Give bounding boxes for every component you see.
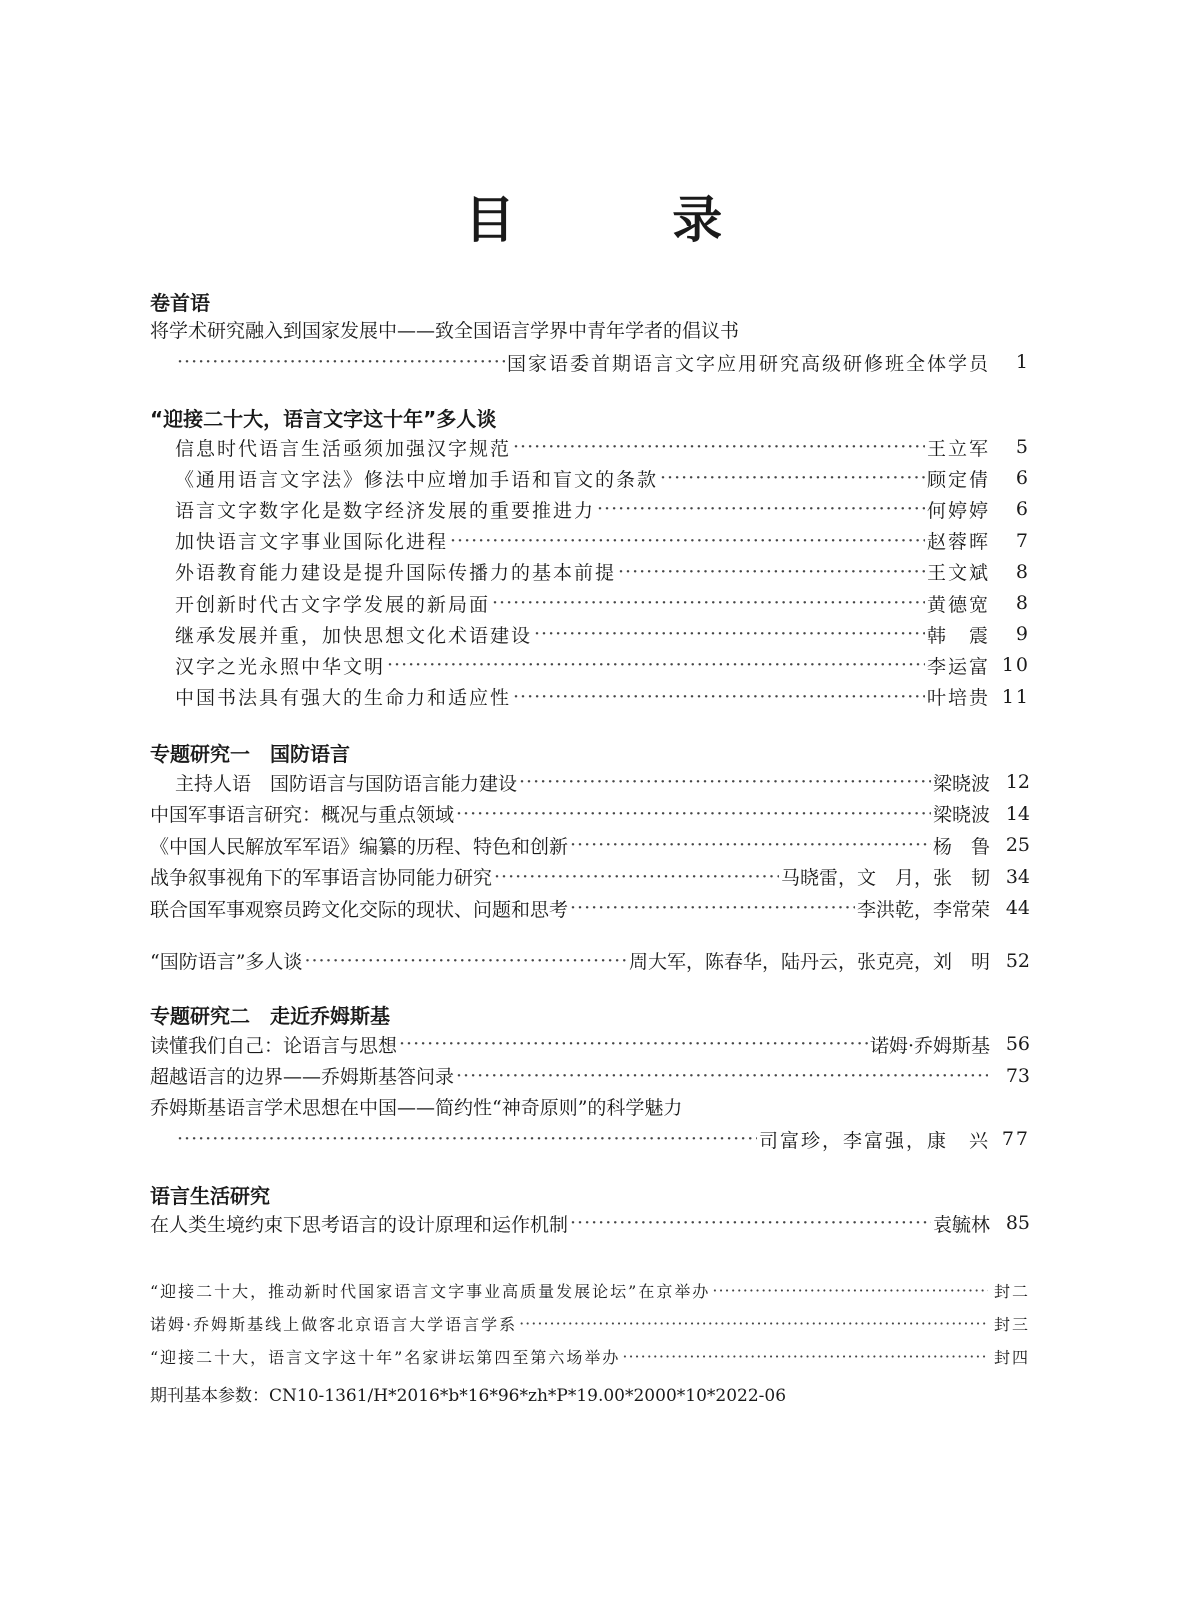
toc-entry-page: 6 [1015, 467, 1030, 490]
toc-entry-page: 25 [1005, 834, 1030, 856]
toc-entry-page: 14 [1005, 802, 1030, 825]
toc-entry-page: 77 [1001, 1128, 1030, 1150]
leader-dots [456, 803, 931, 825]
leader-dots [519, 1312, 988, 1334]
leader-dots [456, 1065, 988, 1087]
toc-entry[interactable] [175, 1124, 1030, 1154]
toc-entry-page: 11 [1001, 685, 1030, 708]
leader-dots [622, 1345, 988, 1367]
toc-entry-page: 封四 [993, 1347, 1030, 1367]
toc-entry[interactable] [150, 799, 1030, 829]
toc-entry-title: 开创新时代古文字学发展的新局面 [175, 593, 491, 616]
toc-entry-title: 战争叙事视角下的军事语言协同能力研究 [150, 867, 493, 889]
leader-dots [399, 1033, 868, 1055]
toc-entry[interactable] [175, 767, 1030, 797]
toc-entry[interactable] [175, 682, 1030, 712]
toc-entry-author: 李洪乾，李常荣 [856, 898, 990, 921]
leader-dots [513, 436, 925, 458]
toc-entry[interactable] [175, 463, 1030, 493]
toc-entry-title: 将学术研究融入到国家发展中——致全国语言学界中青年学者的倡议书 [150, 320, 740, 342]
toc-entry[interactable] [150, 862, 1030, 892]
toc-entry-page: 封三 [993, 1314, 1030, 1334]
leader-dots [597, 498, 925, 520]
toc-entry[interactable] [150, 1029, 1030, 1059]
leader-dots [492, 592, 925, 614]
toc-entry-title: 《通用语言文字法》修法中应增加手语和盲文的条款 [175, 468, 659, 491]
toc-entry-page: 5 [1015, 436, 1030, 458]
toc-entry[interactable] [150, 1208, 1030, 1238]
toc-entry-title: 乔姆斯基语言学术思想在中国——简约性“神奇原则”的科学魅力 [150, 1097, 683, 1119]
toc-entry-title: 外语教育能力建设是提升国际传播力的基本前提 [175, 562, 617, 585]
section-heading: 卷首语 [150, 291, 210, 315]
leader-dots [570, 834, 931, 856]
toc-entry-title: 诺姆·乔姆斯基线上做客北京语言大学语言学系 [150, 1314, 518, 1334]
toc-entry-page: 封二 [993, 1281, 1030, 1301]
toc-entry-title: “迎接二十大，推动新时代国家语言文字事业高质量发展论坛”在京举办 [150, 1281, 711, 1301]
toc-entry[interactable] [175, 494, 1030, 524]
leader-dots [450, 530, 925, 552]
toc-entry[interactable] [175, 588, 1030, 618]
toc-entry-author: 叶培贵 [926, 687, 990, 710]
toc-entry-author: 司富珍，李富强，康 兴 [758, 1129, 990, 1152]
toc-entry-author: 袁毓林 [932, 1213, 990, 1236]
toc-entry-author: 何婷婷 [926, 499, 990, 522]
toc-entry-page: 34 [1005, 865, 1030, 888]
toc-entry-author: 黄德宽 [926, 593, 990, 616]
toc-entry-title: 联合国军事观察员跨文化交际的现状、问题和思考 [150, 898, 569, 921]
toc-entry-title: 中国书法具有强大的生命力和适应性 [175, 687, 512, 710]
toc-entry-page: 10 [1001, 654, 1030, 677]
toc-entry-page: 12 [1005, 771, 1030, 793]
leader-dots [177, 1128, 757, 1150]
toc-entry-title: 在人类生境约束下思考语言的设计原理和运作机制 [150, 1213, 569, 1236]
toc-entry-author: 赵蓉晖 [926, 531, 990, 554]
leader-dots [304, 950, 627, 972]
toc-entry[interactable] [175, 432, 1030, 462]
toc-entry-author: 梁晓波 [932, 804, 990, 826]
toc-entry-title: 语言文字数字化是数字经济发展的重要推进力 [175, 499, 596, 522]
toc-entry-title: 加快语言文字事业国际化进程 [175, 531, 449, 554]
leader-dots [570, 1212, 931, 1234]
toc-entry[interactable] [175, 557, 1030, 587]
toc-entry-title: 《中国人民解放军军语》编纂的历程、特色和创新 [150, 835, 569, 858]
toc-entry-page: 6 [1015, 498, 1030, 521]
toc-entry-title: 信息时代语言生活亟须加强汉字规范 [175, 437, 512, 460]
toc-entry-page: 7 [1015, 529, 1030, 552]
toc-entry[interactable] [150, 1308, 1030, 1338]
toc-entry-page: 8 [1015, 560, 1030, 583]
section-heading: “迎接二十大，语言文字这十年”多人谈 [150, 407, 497, 431]
toc-entry-page: 8 [1015, 592, 1030, 614]
toc-entry-page: 44 [1005, 897, 1030, 919]
toc-entry-page: 9 [1015, 623, 1030, 646]
toc-entry[interactable] [150, 893, 1030, 923]
toc-entry-title: 读懂我们自己：论语言与思想 [150, 1034, 398, 1057]
toc-entry-author: 诺姆·乔姆斯基 [869, 1034, 990, 1057]
toc-entry-author: 王立军 [926, 437, 990, 460]
toc-entry[interactable] [175, 347, 1030, 377]
toc-entry-author: 杨 鲁 [932, 835, 990, 858]
leader-dots [712, 1279, 988, 1301]
section-heading: 语言生活研究 [150, 1184, 270, 1208]
leader-dots [618, 561, 925, 583]
leader-dots [534, 623, 925, 645]
toc-entry-page: 73 [1005, 1064, 1030, 1087]
toc-entry[interactable] [150, 1275, 1030, 1305]
toc-entry-page: 85 [1005, 1212, 1030, 1234]
toc-entry-page: 1 [1015, 351, 1030, 373]
toc-entry-author: 韩 震 [926, 624, 990, 647]
toc-entry-author: 国家语委首期语言文字应用研究高级研修班全体学员 [506, 352, 990, 375]
toc-entry[interactable] [150, 946, 1030, 976]
toc-entry-title: “国防语言”多人谈 [150, 951, 303, 973]
toc-entry[interactable] [175, 526, 1030, 556]
toc-entry-title: 中国军事语言研究：概况与重点领域 [150, 804, 455, 826]
journal-parameters: 期刊基本参数：CN10-1361/H*2016*b*16*96*zh*P*19.00*2000*10*2022-06 [150, 1386, 787, 1406]
leader-dots [570, 897, 855, 919]
toc-entry[interactable] [150, 1061, 1030, 1091]
toc-entry-title: 汉字之光永照中华文明 [175, 655, 386, 678]
toc-entry[interactable] [175, 650, 1030, 680]
toc-entry-title: 超越语言的边界——乔姆斯基答问录 [150, 1066, 455, 1088]
toc-entry[interactable] [150, 1341, 1030, 1371]
toc-entry-author: 马晓雷，文 月，张 韧 [780, 867, 990, 889]
leader-dots [494, 866, 779, 888]
leader-dots [519, 771, 931, 793]
leader-dots [513, 686, 925, 708]
toc-entry-title: 主持人语 国防语言与国防语言能力建设 [175, 772, 518, 795]
section-heading: 专题研究一 国防语言 [150, 742, 350, 766]
toc-entry[interactable] [150, 830, 1030, 860]
leader-dots [387, 654, 925, 676]
leader-dots [177, 351, 505, 373]
leader-dots [660, 467, 925, 489]
toc-entry-author: 梁晓波 [932, 772, 990, 795]
toc-entry-author: 李运富 [926, 655, 990, 678]
toc-entry-title: “迎接二十大，语言文字这十年”名家讲坛第四至第六场举办 [150, 1347, 621, 1367]
toc-entry-author: 顾定倩 [926, 468, 990, 491]
toc-entry-author: 周大军，陈春华，陆丹云，张克亮，刘 明 [628, 951, 990, 973]
toc-entry-page: 52 [1005, 949, 1030, 972]
toc-entry-author: 王文斌 [926, 562, 990, 585]
section-heading: 专题研究二 走近乔姆斯基 [150, 1004, 390, 1028]
toc-entry-page: 56 [1005, 1033, 1030, 1055]
toc-entry-title: 继承发展并重，加快思想文化术语建设 [175, 624, 533, 647]
page-title: 目 录 [464, 191, 793, 249]
toc-entry[interactable] [175, 619, 1030, 649]
